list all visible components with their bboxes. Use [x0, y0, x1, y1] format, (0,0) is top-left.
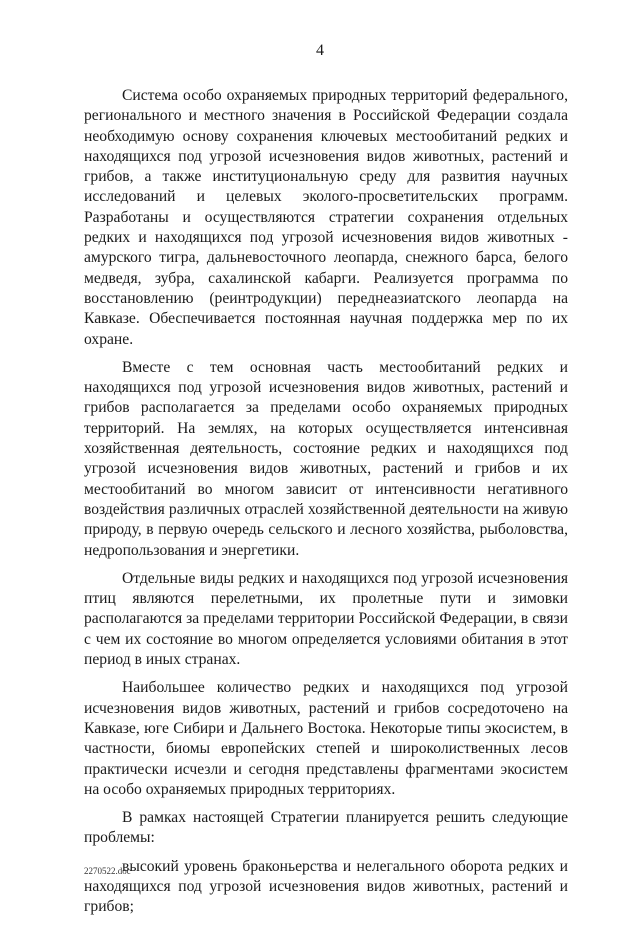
paragraph-species-concentration: Наибольшее количество редких и находящихся под угрозой исчезновения видов животных, растений и грибов сосредоточено на Кавказе, юге Сибири и Дальнего Востока. Некоторые типы экосистем, в частности, биомы европейских степей и широколиственных лесов практически исчезли и сегодня представлены фрагментами экосистем на особо охраняемых природных территориях. — [84, 679, 568, 798]
file-name-footer: 2270522.doc — [84, 866, 131, 876]
page-number: 4 — [316, 42, 324, 59]
document-body — [84, 86, 568, 926]
paragraph-protected-areas: Система особо охраняемых природных территорий федерального, регионального и местного значения в Российской Федерации создала необходимую основу сохранения ключевых местообитаний редких и находящихся под угрозой исчезновения видов животных, растений и грибов, а также институциональную среду для развития научных исследований и целевых эколого-просветительских программ. Разработаны и осуществляются стратегии сохранения отдельных редких и находящихся под угрозой исчезновения видов животных - амурского тигра, дальневосточного леопарда, снежного барса, белого медведя, зубра, сахалинской кабарги. Реализуется программа по восстановлению (реинтродукции) переднеазиатского леопарда на Кавказе. Обеспечивается постоянная научная поддержка мер по их охране. — [84, 87, 568, 348]
paragraph-poaching: высокий уровень браконьерства и нелегального оборота редких и находящихся под угрозой исчезновения видов животных, растений и грибов; — [84, 857, 568, 916]
paragraph-strategy-problems: В рамках настоящей Стратегии планируется решить следующие проблемы: — [84, 809, 568, 847]
paragraph-migratory-birds: Отдельные виды редких и находящихся под угрозой исчезновения птиц являются перелетными, их пролетные пути и зимовки располагаются за пределами территории Российской Федерации, в связи с чем их состояние во многом определяется условиями обитания в этот период в иных странах. — [84, 569, 568, 669]
paragraph-habitats-outside: Вместе с тем основная часть местообитаний редких и находящихся под угрозой исчезновения видов животных, растений и грибов располагается за пределами особо охраняемых природных территорий. На землях, на которых осуществляется интенсивная хозяйственная деятельность, состояние редких и находящихся под угрозой исчезновения видов животных, растений и грибов и их местообитаний во многом зависит от интенсивности негативного воздействия различных отраслей хозяйственной деятельности на живую природу, в первую очередь сельского и лесного хозяйства, рыболовства, недропользования и энергетики. — [84, 358, 568, 559]
